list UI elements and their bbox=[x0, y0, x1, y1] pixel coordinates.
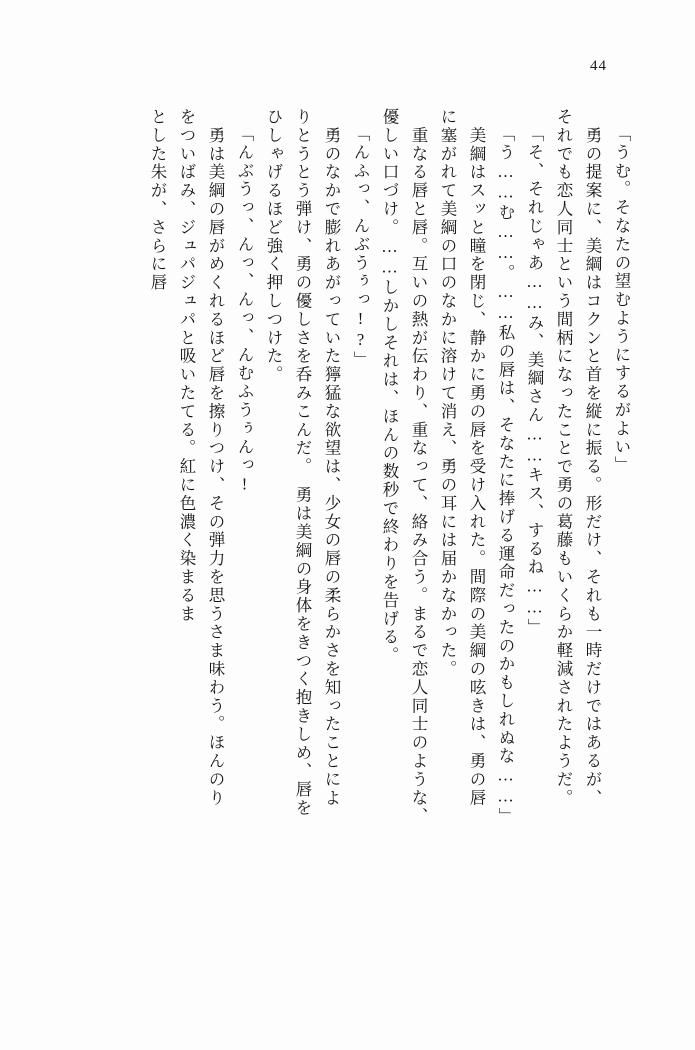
page-number: 44 bbox=[590, 58, 607, 74]
text-line: ひしゃげるほど強く押しつけた。 bbox=[264, 108, 283, 384]
text-line: りとうとう弾け、勇の優しさを呑みこんだ。 勇は美綱の身体をきつく抱きしめ、唇を bbox=[293, 108, 312, 818]
text-line: 美綱はスッと瞳を閉じ、静かに勇の唇を受け入れた。間際の美綱の呟きは、勇の唇 bbox=[467, 108, 486, 808]
text-line: 「う……む……。……私の唇は、そなたに捧げる運命だったのかもしれぬな……」 bbox=[496, 125, 515, 826]
text-line: それでも恋人同士という間柄になったことで勇の葛藤もいくらか軽減されたようだ。 bbox=[554, 108, 573, 808]
text-line: 勇の提案に、美綱はコクンと首を縦に振る。形だけ、それも一時だけではあるが、 bbox=[583, 108, 602, 808]
text-line: とした朱が、さらに唇 bbox=[148, 108, 167, 292]
text-line: 「んぶうっ、んっ、んっ、んむふうぅんっ! bbox=[235, 125, 254, 496]
text-line: 重なる唇と唇。互いの熱が伝わり、重なって、絡み合う。まるで恋人同士のような、 bbox=[409, 108, 428, 826]
text-line: 勇は美綱の唇がめくれるほど唇を擦りつけ、その弾力を思うさま味わう。ほんのり bbox=[206, 108, 225, 808]
text-line: をついばみ、ジュパジュパと吸いたてる。紅に色濃く染まるま bbox=[177, 108, 196, 624]
text-line: に塞がれて美綱の口のなかに溶けて消え、勇の耳には届かなかった。 bbox=[438, 108, 457, 679]
text-line: 「そ、それじゃあ……み、美綱さん……キス、するね……」 bbox=[525, 125, 544, 637]
vertical-body-text bbox=[62, 108, 629, 988]
text-line: 勇のなかで膨れあがっていた獰猛な欲望は、少女の唇の柔らかさを知ったことによ bbox=[322, 108, 341, 808]
text-line: 優しい口づけ。……しかしそれは、ほんの数秒で終わりを告げる。 bbox=[380, 108, 399, 665]
text-line: 「うむ。そなたの望むようにするがよい」 bbox=[612, 125, 631, 475]
text-line: 「んふっ、んぶうぅっ!?」 bbox=[351, 125, 370, 370]
